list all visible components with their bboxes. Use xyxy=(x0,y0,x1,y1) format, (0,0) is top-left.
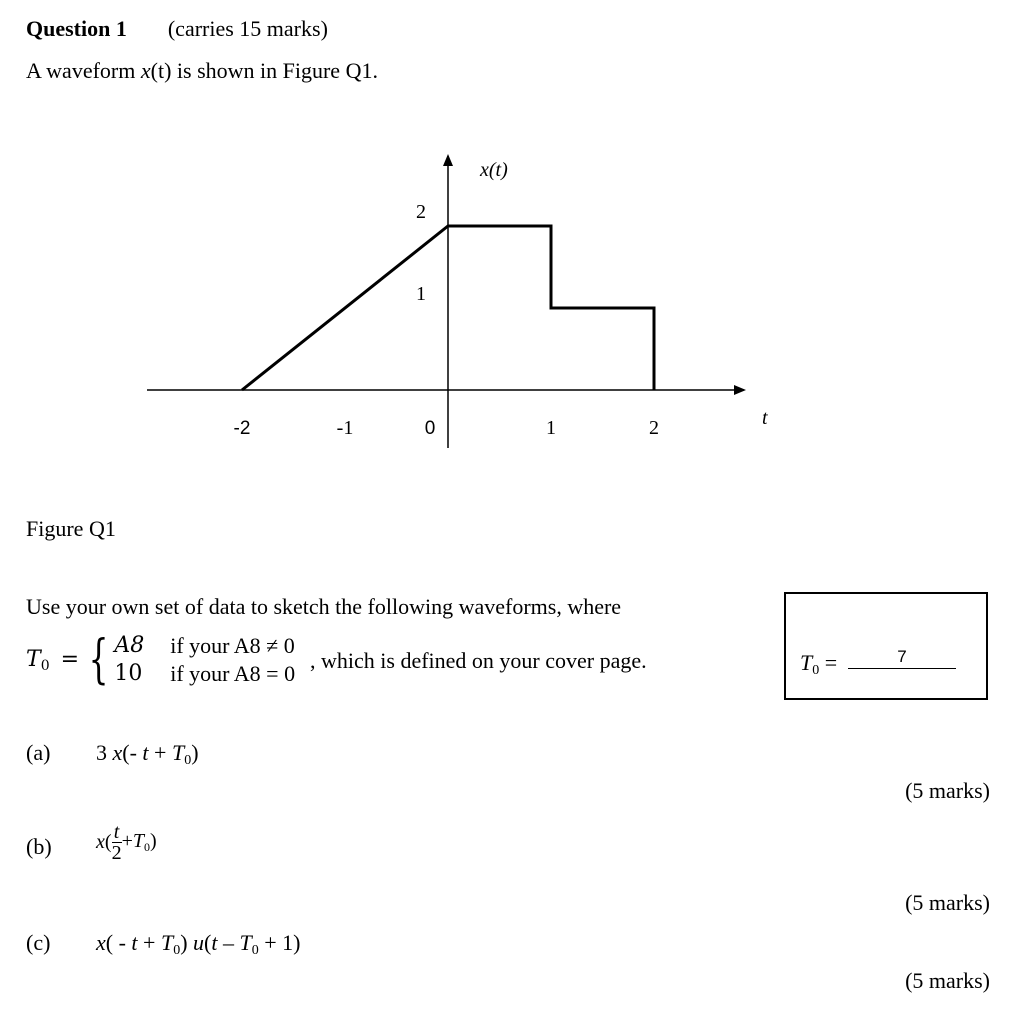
t0-definition xyxy=(26,632,301,688)
instruction-line: Use your own set of data to sketch the following waveforms, where xyxy=(26,594,622,619)
t0-eq: = xyxy=(60,646,80,672)
t0-after: , which is defined on your cover page. xyxy=(310,648,647,673)
answer-sym: T xyxy=(800,650,813,675)
question-title: Question 1 xyxy=(26,16,127,41)
x-tick-label: 2 xyxy=(649,417,659,439)
part-b-expr: x( $\frac{t}{2}$ $+T_0$) xyxy=(96,821,157,864)
case1-value: A8 xyxy=(114,633,145,658)
y-tick-label: 2 xyxy=(416,201,426,223)
part-a-marks: (5 marks) xyxy=(905,778,990,803)
brace: { xyxy=(88,630,109,690)
case1-cond: if your A8 ≠ 0 xyxy=(170,633,295,658)
part-b-marks: (5 marks) xyxy=(905,890,990,915)
answer-value: 7 xyxy=(848,646,956,669)
t0-symbol: T xyxy=(26,646,41,672)
part-a-label: (a) xyxy=(26,740,51,765)
question-marks: (carries 15 marks) xyxy=(167,16,328,41)
figure-caption: Figure Q1 xyxy=(26,516,116,541)
x-tick-label: -2 xyxy=(233,418,251,439)
t0-sub: 0 xyxy=(40,657,50,674)
intro-pre: A waveform xyxy=(26,58,141,83)
part-c-marks: (5 marks) xyxy=(905,968,990,993)
answer-sub: 0 xyxy=(812,663,820,678)
part-b-label: (b) xyxy=(26,834,52,859)
intro-var: x xyxy=(140,58,151,83)
cases-table xyxy=(114,632,301,688)
x-tick-label: 0 xyxy=(424,418,436,439)
answer-label xyxy=(800,650,837,679)
x-tick-label: -1 xyxy=(336,417,354,439)
part-a-expr: 3 x(- $t + T_0$) xyxy=(96,740,199,768)
y-axis-label xyxy=(479,159,508,181)
y-tick-label: 1 xyxy=(416,283,426,305)
part-c-label: (c) xyxy=(26,930,51,955)
t0-lhs xyxy=(26,647,83,674)
intro-post: (t) is shown in Figure Q1. xyxy=(150,58,378,83)
x-axis-label: t xyxy=(762,407,768,429)
answer-eq: = xyxy=(819,650,838,675)
case2-cond: if your A8 = 0 xyxy=(170,661,296,686)
x-tick-label: 1 xyxy=(546,417,556,439)
part-c-expr: $x( - t + T_0)$ $u(t - T_0 + 1)$ xyxy=(96,930,301,958)
y-axis-label-text: x(t) xyxy=(480,159,508,181)
case2-value: 10 xyxy=(114,661,143,686)
